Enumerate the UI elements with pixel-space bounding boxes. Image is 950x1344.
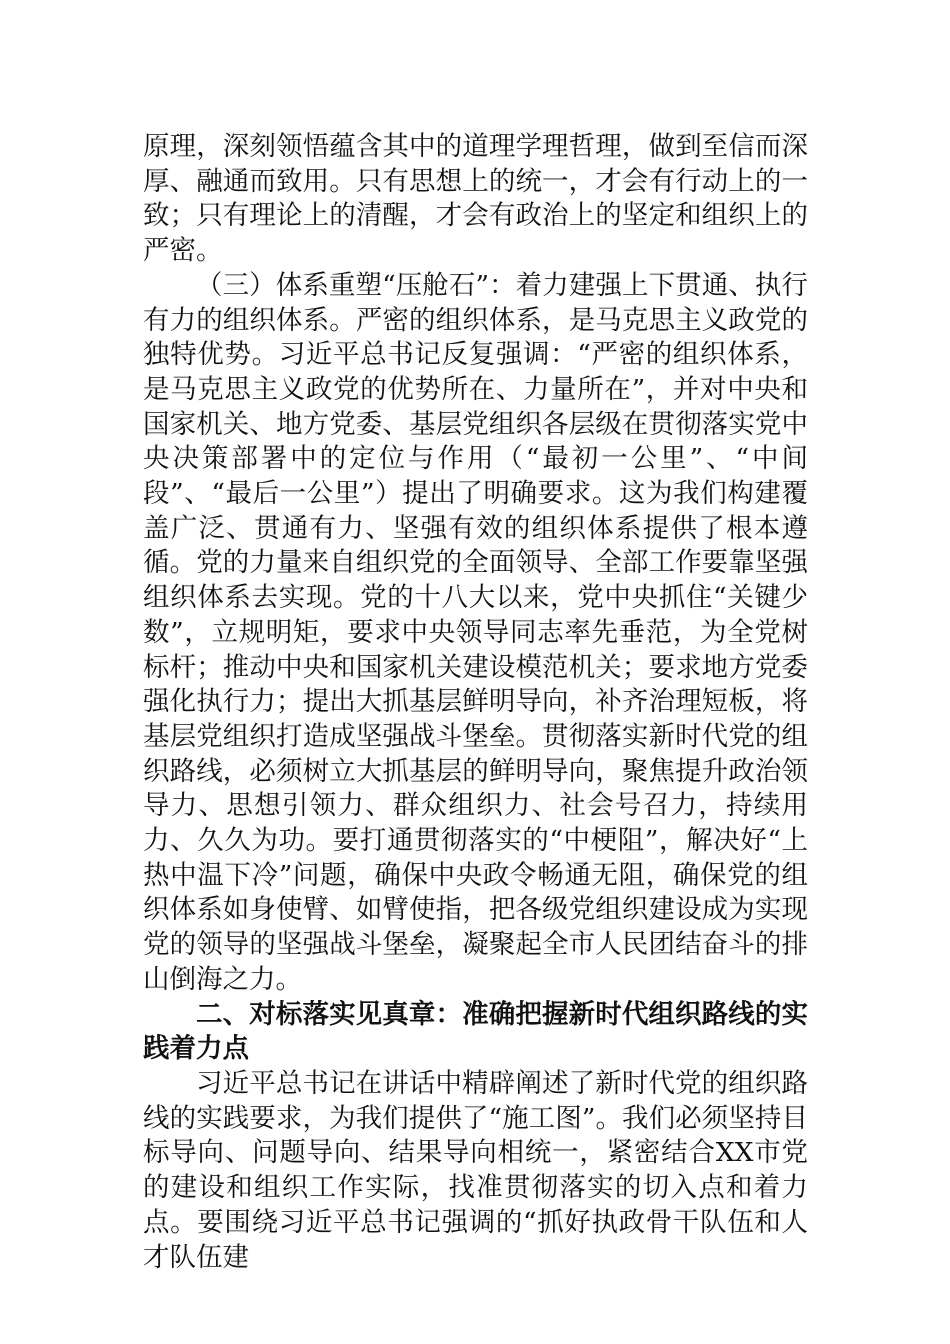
paragraph-practice-requirements: 习近平总书记在讲话中精辟阐述了新时代党的组织路线的实践要求，为我们提供了“施工图”。我们必须坚持目标导向、问题导向、结果导向相统一，紧密结合XX市党的建设和组织工作实际，找准贯彻落实的切入点和着力点。要围绕习近平总书记强调的“抓好执政骨干队伍和人才队伍建 — [143, 1067, 808, 1273]
document-body — [143, 130, 808, 1275]
section-heading-two: 二、对标落实见真章：准确把握新时代组织路线的实践着力点 — [143, 998, 808, 1065]
paragraph-continuation: 原理，深刻领悟蕴含其中的道理学理哲理，做到至信而深厚、融通而致用。只有思想上的统一，才会有行动上的一致；只有理论上的清醒，才会有政治上的坚定和组织上的严密。 — [143, 131, 808, 267]
paragraph-organizational-system: （三）体系重塑“压舱石”：着力建强上下贯通、执行有力的组织体系。严密的组织体系，是马克思主义政党的独特优势。习近平总书记反复强调：“严密的组织体系，是马克思主义政党的优势所在、力量所在”，并对中央和国家机关、地方党委、基层党组织各层级在贯彻落实党中央决策部署中的定位与作用（“最初一公里”、“中间段”、“最后一公里”）提出了明确要求。这为我们构建覆盖广泛、贯通有力、坚强有效的组织体系提供了根本遵循。党的力量来自组织党的全面领导、全部工作要靠坚强组织体系去实现。党的十八大以来，党中央抓住“关键少数”，立规明矩，要求中央领导同志率先垂范，为全党树标杆；推动中央和国家机关建设模范机关；要求地方党委强化执行力；提出大抓基层鲜明导向，补齐治理短板，将基层党组织打造成坚强战斗堡垒。贯彻落实新时代党的组织路线，必须树立大抓基层的鲜明导向，聚焦提升政治领导力、思想引领力、群众组织力、社会号召力，持续用力、久久为功。要打通贯彻落实的“中梗阻”，解决好“上热中温下冷”问题，确保中央政令畅通无阻，确保党的组织体系如身使臂、如臂使指，把各级党组织建设成为实现党的领导的坚强战斗堡垒，凝聚起全市人民团结奋斗的排山倒海之力。 — [143, 269, 808, 995]
